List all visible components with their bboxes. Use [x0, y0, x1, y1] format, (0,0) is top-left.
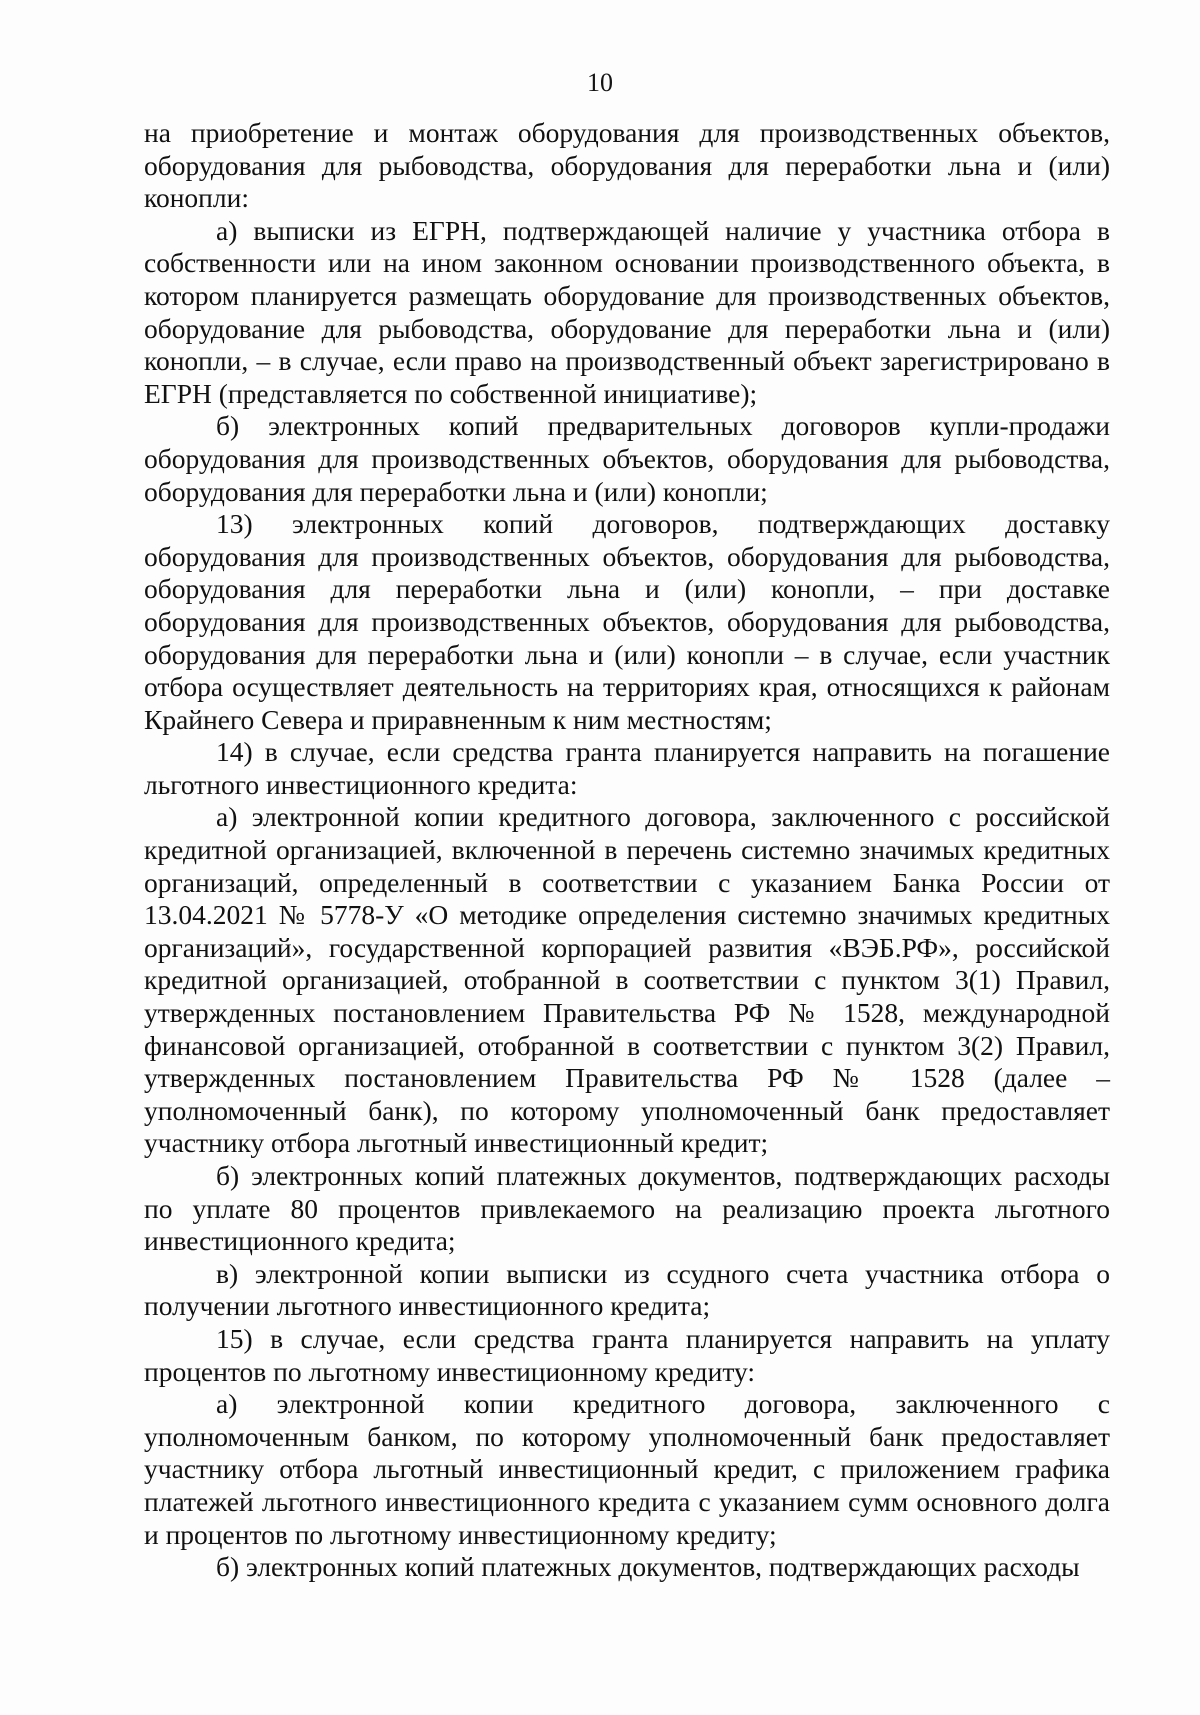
paragraph-item-15-a: а) электронной копии кредитного договора, заключенного с уполномоченным банком, по которому уполномоченный банк предоставляет участнику отбора льготный инвестиционный кредит, с приложением графика платежей льготного инвестиционного кредита с указанием сумм основного долга и процентов по льготному инвестиционному кредиту;	[144, 1388, 1110, 1550]
paragraph-item-b-preliminary-contracts: б) электронных копий предварительных договоров купли-продажи оборудования для производственных объектов, оборудования для рыбоводства, оборудования для переработки льна и (или) конопли;	[144, 410, 1110, 507]
document-body	[144, 117, 1110, 1584]
page-number: 10	[587, 68, 613, 97]
paragraph-item-14-a: а) электронной копии кредитного договора, заключенного с российской кредитной организацией, включенной в перечень системно значимых кредитных организаций, определенный в соответствии с указанием Банка России от 13.04.2021 № 5778-У «О методике определения системно значимых кредитных организаций», государственной корпорацией развития «ВЭБ.РФ», российской кредитной организацией, отобранной в соответствии с пунктом 3(1) Правил, утвержденных постановлением Правительства РФ № 1528, международной финансовой организацией, отобранной в соответствии с пунктом 3(2) Правил, утвержденных постановлением Правительства РФ № 1528 (далее – уполномоченный банк), по которому уполномоченный банк предоставляет участнику отбора льготный инвестиционный кредит;	[144, 801, 1110, 1159]
paragraph-item-14-b: б) электронных копий платежных документов, подтверждающих расходы по уплате 80 процентов привлекаемого на реализацию проекта льготного инвестиционного кредита;	[144, 1160, 1110, 1257]
paragraph-item-13: 13) электронных копий договоров, подтверждающих доставку оборудования для производственных объектов, оборудования для рыбоводства, оборудования для переработки льна и (или) конопли, – при доставке оборудования для производственных объектов, оборудования для рыбоводства, оборудования для переработки льна и (или) конопли – в случае, если участник отбора осуществляет деятельность на территориях края, относящихся к районам Крайнего Севера и приравненным к ним местностям;	[144, 508, 1110, 735]
paragraph-item-15: 15) в случае, если средства гранта планируется направить на уплату процентов по льготному инвестиционному кредиту:	[144, 1322, 1110, 1387]
paragraph-item-14: 14) в случае, если средства гранта планируется направить на погашение льготного инвестиционного кредита:	[144, 736, 1110, 800]
paragraph-item-15-b: б) электронных копий платежных документов, подтверждающих расходы	[216, 1551, 1080, 1583]
paragraph-item-14-v: в) электронной копии выписки из ссудного счета участника отбора о получении льготного инвестиционного кредита;	[144, 1257, 1110, 1322]
paragraph-item-a-egrn: а) выписки из ЕГРН, подтверждающей наличие у участника отбора в собственности или на ином законном основании производственного объекта, в котором планируется размещать оборудование для производственных объектов, оборудование для рыбоводства, оборудование для переработки льна и (или) конопли, – в случае, если право на производственный объект зарегистрировано в ЕГРН (представляется по собственной инициативе);	[144, 214, 1110, 409]
paragraph-continuation: на приобретение и монтаж оборудования для производственных объектов, оборудования для рыбоводства, оборудования для переработки льна и (или) конопли:	[144, 117, 1110, 214]
